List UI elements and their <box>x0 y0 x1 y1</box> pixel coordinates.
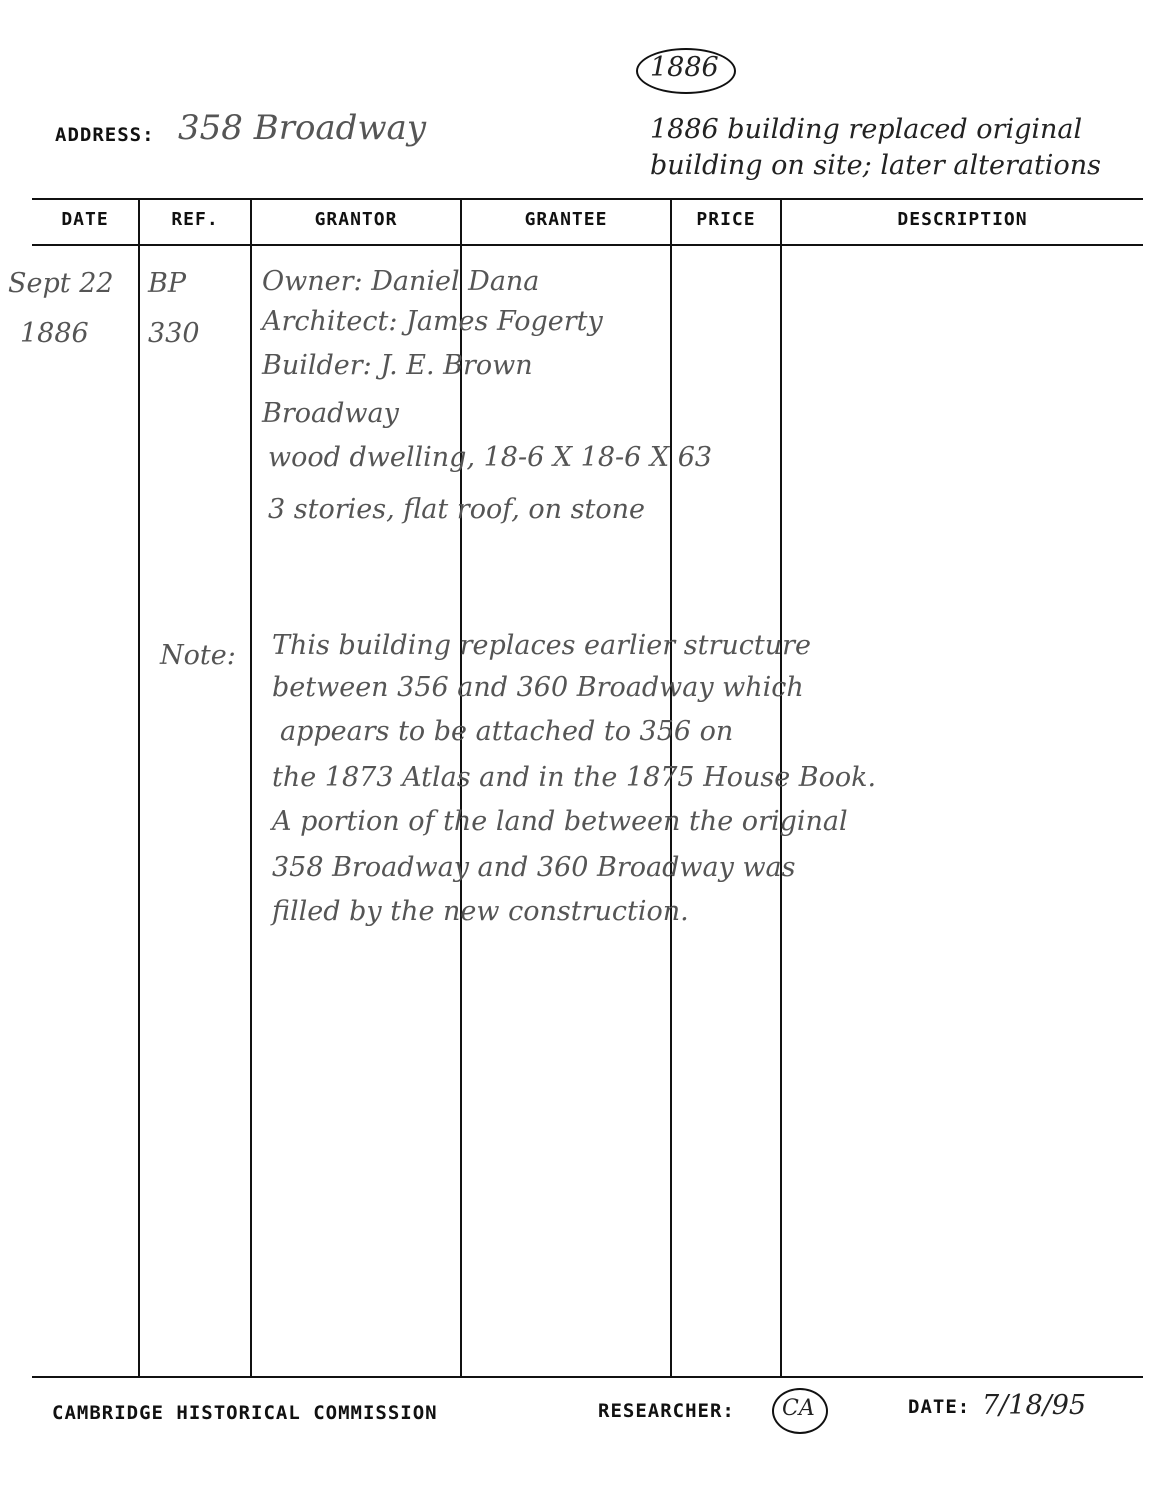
column-header-grantor: GRANTOR <box>314 209 398 230</box>
table-bottom-border <box>32 1376 1143 1378</box>
note-label: Note: <box>160 640 236 671</box>
column-divider-2 <box>250 200 252 1376</box>
researcher-label: RESEARCHER: <box>598 1400 735 1422</box>
note-line-2: between 356 and 360 Broadway which <box>272 672 804 703</box>
note-line-7: filled by the new construction. <box>272 896 689 927</box>
date-value: 7/18/95 <box>982 1390 1087 1421</box>
column-header-description: DESCRIPTION <box>897 209 1028 230</box>
note-line-5: A portion of the land between the original <box>272 806 848 837</box>
date-label: DATE: <box>908 1396 971 1418</box>
note-line-3: appears to be attached to 356 on <box>280 716 734 747</box>
table-top-border <box>32 198 1143 200</box>
entry-date-line-1: Sept 22 <box>8 268 114 299</box>
column-divider-1 <box>138 200 140 1376</box>
note-line-6: 358 Broadway and 360 Broadway was <box>272 852 796 883</box>
entry-line-architect: Architect: James Fogerty <box>262 306 603 337</box>
entry-line-builder: Builder: J. E. Brown <box>262 350 533 381</box>
entry-line-street: Broadway <box>262 398 399 429</box>
address-label: ADDRESS: <box>55 124 155 146</box>
column-header-price: PRICE <box>696 209 756 230</box>
researcher-initials: CA <box>782 1396 815 1421</box>
entry-line-dimensions: wood dwelling, 18-6 X 18-6 X 63 <box>268 442 713 473</box>
entry-date-line-2: 1886 <box>20 318 89 349</box>
column-header-date: DATE <box>61 209 109 230</box>
year-circled: 1886 <box>650 52 719 83</box>
table-header-border <box>32 244 1143 246</box>
header-note-line-2: building on site; later alterations <box>650 150 1101 181</box>
entry-ref-line-1: BP <box>148 268 187 299</box>
entry-line-owner: Owner: Daniel Dana <box>262 266 540 297</box>
column-header-ref: REF. <box>171 209 219 230</box>
entry-ref-line-2: 330 <box>148 318 200 349</box>
header-note-line-1: 1886 building replaced original <box>650 114 1083 145</box>
entry-line-construction: 3 stories, flat roof, on stone <box>268 494 645 525</box>
column-header-grantee: GRANTEE <box>524 209 608 230</box>
address-value: 358 Broadway <box>178 108 427 148</box>
commission-name: CAMBRIDGE HISTORICAL COMMISSION <box>52 1402 438 1424</box>
note-line-1: This building replaces earlier structure <box>272 630 811 661</box>
note-line-4: the 1873 Atlas and in the 1875 House Book. <box>272 762 877 793</box>
